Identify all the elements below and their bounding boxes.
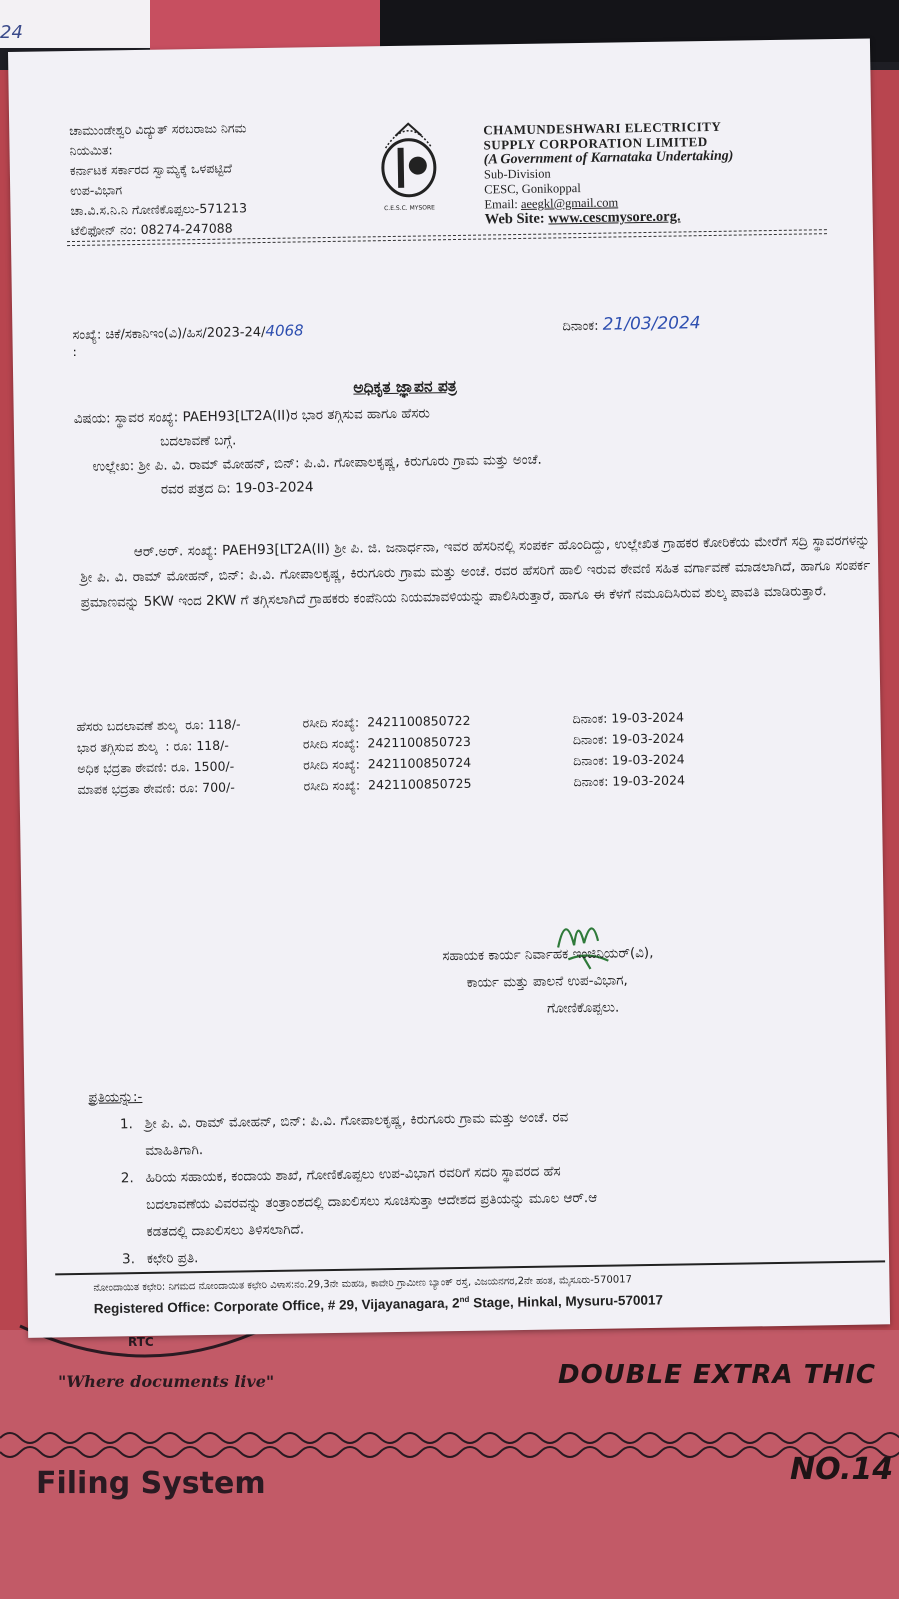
letter-date: ದಿನಾಂಕ: 21/03/2024 [562,313,701,335]
fee-receipt: ರಸೀದಿ ಸಂಖ್ಯೆ: 2421100850723 [302,733,471,752]
reference-number: ಸಂಖ್ಯೆ: ಚಿಕೆ/ಸಕಾನಿಇಂ(ವಿ)/ಹಿಸ/2023-24/4068 [72,321,304,344]
copy-item-cont: ಕಡತದಲ್ಲಿ ದಾಖಲಿಸಲು ತಿಳಿಸಲಾಗಿದೆ. [146,1221,305,1240]
body-paragraph: ಆರ್.ಅರ್. ಸಂಖ್ಯೆ: PAEH93[LT2A(II) ಶ್ರೀ ಪಿ. ಜಿ. ಜನಾರ್ಧನಾ, ಇವರ ಹೆಸರಿನಲ್ಲಿ ಸಂಪರ್ಕ ಹೊಂದಿದ್ದು, ಉಲ್ಲೇಖಿತ ಗ್ರಾಹಕರ ಕೋರಿಕೆಯ ಮೇರೆಗೆ ಸದ್ರಿ ಸ್ಥಾವರಗಳನ್ನು ಶ್ರೀ ಪಿ. ವಿ. ರಾಮ್ ಮೋಹನ್, ಬಿನ್: ಪಿ.ವಿ. ಗೋಪಾಲಕೃಷ್ಣ, ಕಿರುಗೂರು ಗ್ರಾಮ ಮತ್ತು ಅಂಚೆ. ರವರ ಹೆಸರಿಗೆ ಹಾಲಿ ಇರುವ ಠೇವಣಿ ಸಹಿತ ವರ್ಗಾವಣೆ ಮಾಡಲಾಗಿದೆ, ಹಾಗೂ ಸಂಪರ್ಕ ಪ್ರಮಾಣವನ್ನು 5KW ಇಂದ 2KW ಗೆ ತಗ್ಗಿಸಲಾಗಿದೆ ಗ್ರಾಹಕರು ಕಂಪೆನಿಯ ನಿಯಮಾವಳಿಯನ್ನು ಪಾಲಿಸಿರುತ್ತಾರೆ, ಹಾಗೂ ಈ ಕೆಳಗೆ ನಮೂದಿಸಿರುವ ಶುಲ್ಕ ಪಾವತಿ ಮಾಡಿರುತ್ತಾರೆ. [80,532,871,611]
reference-line: ಉಲ್ಲೇಖ: ಶ್ರೀ ಪಿ. ವಿ. ರಾಮ್ ಮೋಹನ್, ಬಿನ್: ಪಿ.ವಿ. ಗೋಪಾಲಕೃಷ್ಣ, ಕಿರುಗೂರು ಗ್ರಾಮ ಮತ್ತು ಅಂಚೆ. [92,451,542,475]
letterhead-line: ಚಾಮುಂಡೇಶ್ವರಿ ವಿದ್ಯುತ್ ಸರಬರಾಜು ನಿಗಮ [69,120,247,139]
corner-handwriting: 24 [0,22,23,43]
letterhead-line: ಕರ್ನಾಟಕ ಸರ್ಕಾರದ ಸ್ವಾಮ್ಯಕ್ಕೆ ಒಳಪಟ್ಟಿದೆ [69,160,233,179]
brand-filing-system: Filing System [36,1466,266,1501]
letterhead-line: ನಿಯಮಿತ: [69,142,113,159]
sub-division-label: Sub-Division [483,166,551,182]
website-link[interactable]: www.cescmysore.org. [548,208,681,227]
official-letter [8,38,890,1337]
fees-table [76,706,685,800]
fee-item: ಮಾಪಕ ಭದ್ರತಾ ಠೇವಣಿ: ರೂ: 700/- [77,779,235,797]
copies-heading: ಪ್ರತಿಯನ್ನು:- [88,1089,143,1106]
copy-item-cont: ಮಾಹಿತಿಗಾಗಿ. [145,1142,204,1159]
fee-receipt: ರಸೀದಿ ಸಂಖ್ಯೆ: 2421100850725 [303,775,472,794]
handwritten-date: 21/03/2024 [602,313,701,335]
fee-receipt: ರಸೀದಿ ಸಂಖ್ಯೆ: 2421100850724 [303,754,472,773]
website-line: Web Site: www.cescmysore.org. [484,208,681,228]
fee-date: ದಿನಾಂಕ: 19-03-2024 [572,730,685,748]
fee-item: ಹೆಸರು ಬದಲಾವಣೆ ಶುಲ್ಕ ರೂ: 118/- [76,716,241,735]
document-title: ಅಧಿಕೃತ ಜ್ಞಾಪನ ಪತ್ರ [353,376,457,397]
fee-item: ಭಾರ ತಗ್ಗಿಸುವ ಶುಲ್ಕ : ರೂ: 118/- [76,737,229,756]
subject-block [74,395,835,503]
email-line: Email: aeegkl@gmail.com [484,195,619,212]
badge-text: RTC [128,1335,154,1349]
subject-line: ವಿಷಯ: ಸ್ಥಾವರ ಸಂಖ್ಯೆ: PAEH93[LT2A(II)ರ ಭಾರ ತಗ್ಗಿಸುವ ಹಾಗೂ ಹೆಸರು [73,405,430,428]
signature-block [442,940,654,1024]
wave-ornament-bottom [0,1440,899,1464]
folder-number: NO.14 [790,1452,894,1487]
fee-date: ದಿನಾಂಕ: 19-03-2024 [572,709,685,727]
company-name-2: SUPPLY CORPORATION LIMITED [483,134,708,153]
copy-item: 3. ಕಛೇರಿ ಪ್ರತಿ. [121,1250,199,1268]
email-link[interactable]: aeegkl@gmail.com [520,195,619,211]
letterhead-english [483,119,734,228]
cesc-logo-icon [375,117,442,214]
brand-thickness-label: DOUBLE EXTRA THIC [558,1360,876,1390]
copies-to [88,1072,899,1274]
fee-date: ದಿನಾಂಕ: 19-03-2024 [573,751,685,769]
colon-mark: : [72,344,77,360]
copy-item-cont: ಬದಲಾವಣೆಯ ವಿವರವನ್ನು ತಂತ್ರಾಂಶದಲ್ಲಿ ದಾಖಲಿಸಲು ಸೂಚಿಸುತ್ತಾ ಆದೇಶದ ಪ್ರತಿಯನ್ನು ಮೂಲ ಆರ್.ಆ [146,1189,598,1213]
copy-item: 1. ಶ್ರೀ ಪಿ. ವಿ. ರಾಮ್ ಮೋಹನ್, ಬಿನ್: ಪಿ.ವಿ. ಗೋಪಾಲಕೃಷ್ಣ, ಕಿರುಗೂರು ಗ್ರಾಮ ಮತ್ತು ಅಂಚೆ. ರವ [119,1109,569,1133]
letterhead-line: ಟೆಲಿಫೋನ್ ನಂ: 08274-247088 [70,220,233,239]
copy-item: 2. ಹಿರಿಯ ಸಹಾಯಕ, ಕಂದಾಯ ಶಾಖೆ, ಗೋಣಿಕೊಪ್ಪಲು ಉಪ-ವಿಭಾಗ ರವರಿಗೆ ಸದರಿ ಸ್ಥಾವರದ ಹೆಸ [120,1163,561,1187]
fee-item: ಅಧಿಕ ಭದ್ರತಾ ಠೇವಣಿ: ರೂ. 1500/- [77,758,235,776]
subject-line: ಬದಲಾವಣೆ ಬಗ್ಗೆ. [160,432,237,450]
sub-division-place: CESC, Gonikoppal [484,181,581,197]
handwritten-ref-number: 4068 [265,321,304,340]
brand-tagline: "Where documents live" [58,1372,275,1391]
footer-registered-office: Registered Office: Corporate Office, # 29, Vijayanagara, 2nd Stage, Hinkal, Mysuru-570017 [93,1292,664,1317]
company-name-1: CHAMUNDESHWARI ELECTRICITY [483,118,722,138]
fee-date: ದಿನಾಂಕ: 19-03-2024 [573,772,686,790]
signatory-place: ಗೋಣಿಕೊಪ್ಪಲು. [546,999,620,1017]
logo-caption: C.E.S.C. MYSORE [384,204,435,213]
reference-line: ರವರ ಪತ್ರದ ದಿ: 19-03-2024 [160,479,314,498]
fee-receipt: ರಸೀದಿ ಸಂಖ್ಯೆ: 2421100850722 [302,712,471,731]
footer-kannada-address: ನೋಂದಾಯಿತ ಕಛೇರಿ: ನಿಗಮದ ನೋಂದಾಯಿತ ಕಛೇರಿ ವಿಳಾಸ:ನಂ.29,3ನೇ ಮಹಡಿ, ಕಾವೇರಿ ಗ್ರಾಮೀಣ ಬ್ಯಾಂಕ್ ರಸ್ತೆ, ವಿಜಯನಗರ,2ನೇ ಹಂತ, ಮೈಸೂರು-570017 [93,1274,633,1294]
government-undertaking: (A Government of Karnataka Undertaking) [483,148,734,168]
signatory-title: ಸಹಾಯಕ ಕಾರ್ಯ ನಿರ್ವಾಹಕ ಇಂಜಿನಿಯರ್(ವಿ), [442,944,654,965]
letterhead-line: ಉಪ-ವಿಭಾಗ [70,182,123,199]
signatory-department: ಕಾರ್ಯ ಮತ್ತು ಪಾಲನೆ ಉಪ-ವಿಭಾಗ, [466,972,628,991]
letterhead-line: ಚಾ.ವಿ.ಸ.ನಿ.ನಿ ಗೋಣಿಕೊಪ್ಪಲು-571213 [70,200,248,219]
letterhead-kannada [69,118,248,241]
